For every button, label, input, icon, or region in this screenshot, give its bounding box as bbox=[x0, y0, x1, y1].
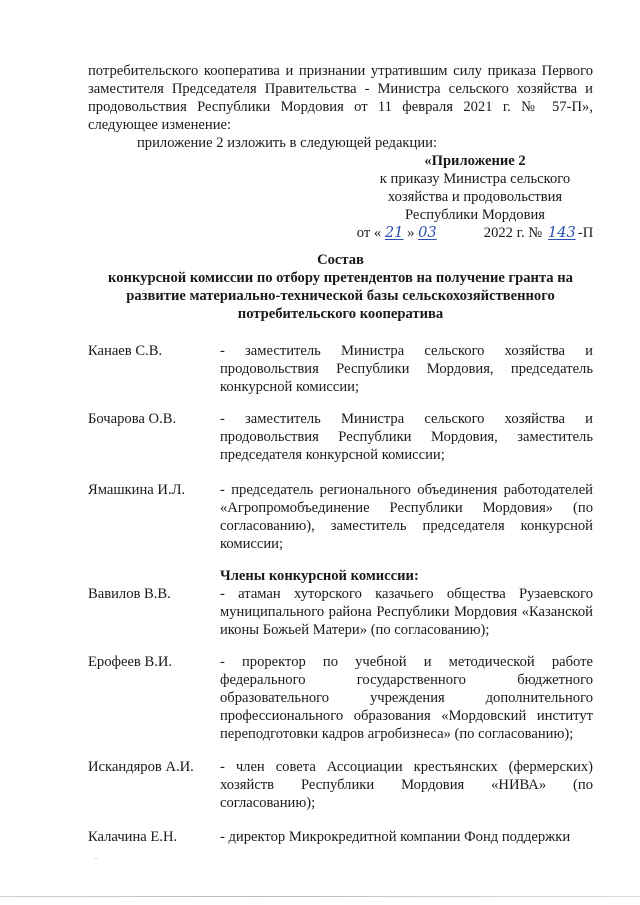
heading-title: Состав bbox=[317, 252, 364, 268]
scan-speck bbox=[95, 858, 97, 859]
member-name: Ерофеев В.И. bbox=[88, 654, 173, 670]
appendix-line-3: Республики Мордовия bbox=[404, 207, 545, 223]
member-description: - председатель регионального объединения работодателей «Агропромобъединение Республики Мордовия» (по согласованию), заместитель председателя конкурсной комиссии; bbox=[220, 482, 593, 552]
member-name: Бочарова О.В. bbox=[88, 411, 177, 427]
member-description: - проректор по учебной и методической работе федерального государственного бюджетного образовательного учреждения дополнительного профессионального образования «Мордовский институт переподготовки кадров агробизнеса» (по согласованию); bbox=[220, 654, 593, 742]
intro-paragraph: потребительского кооператива и признании утратившим силу приказа Первого заместителя Председателя Правительства - Министра сельского хозяйства и продовольствия Республики Мордовия от 11 февраля 2021 г. № 57-П», следующее изменение: bbox=[88, 63, 593, 133]
date-mid: » bbox=[407, 225, 415, 241]
member-description: - атаман хуторского казачьего общества Рузаевского муниципального района Республики Мордовия «Казанской иконы Божьей Матери» (по согласованию); bbox=[220, 586, 593, 638]
date-prefix: от « bbox=[356, 225, 382, 241]
heading-subtitle: конкурсной комиссии по отбору претендентов на получение гранта на развитие материально-технической базы сельскохозяйственного потребительского кооператива bbox=[108, 270, 573, 322]
appendix-line-2: хозяйства и продовольствия bbox=[387, 189, 563, 205]
appendix-block bbox=[330, 152, 620, 242]
member-name: Калачина Е.Н. bbox=[88, 829, 178, 845]
member-description: - директор Микрокредитной компании Фонд поддержки bbox=[220, 829, 571, 845]
members-subheading: Члены конкурсной комиссии: bbox=[220, 568, 419, 584]
scan-edge-line bbox=[0, 896, 640, 897]
member-description: - заместитель Министра сельского хозяйства и продовольствия Республики Мордовия, заместитель председателя конкурсной комиссии; bbox=[220, 411, 593, 463]
order-number-handwritten: 143 bbox=[547, 224, 576, 241]
member-description: - заместитель Министра сельского хозяйства и продовольствия Республики Мордовия, председатель конкурсной комиссии; bbox=[220, 343, 593, 395]
appendix-date-line bbox=[330, 224, 620, 242]
member-description: - член совета Ассоциации крестьянских (фермерских) хозяйств Республики Мордовия «НИВА» (по согласованию); bbox=[220, 759, 593, 811]
appendix-line-1: к приказу Министра сельского bbox=[379, 171, 571, 187]
intro-instruction: приложение 2 изложить в следующей редакции: bbox=[137, 135, 437, 151]
appendix-title: «Приложение 2 bbox=[424, 153, 526, 169]
order-suffix: -П bbox=[577, 225, 594, 241]
member-name: Ямашкина И.Л. bbox=[88, 482, 186, 498]
date-month-handwritten: 03 bbox=[418, 224, 437, 241]
date-day-handwritten: 21 bbox=[384, 224, 404, 241]
member-name: Канаев С.В. bbox=[88, 343, 163, 359]
section-heading bbox=[88, 251, 593, 323]
member-name: Искандяров А.И. bbox=[88, 759, 194, 775]
date-year: 2022 г. № bbox=[483, 225, 543, 241]
member-name: Вавилов В.В. bbox=[88, 586, 171, 602]
